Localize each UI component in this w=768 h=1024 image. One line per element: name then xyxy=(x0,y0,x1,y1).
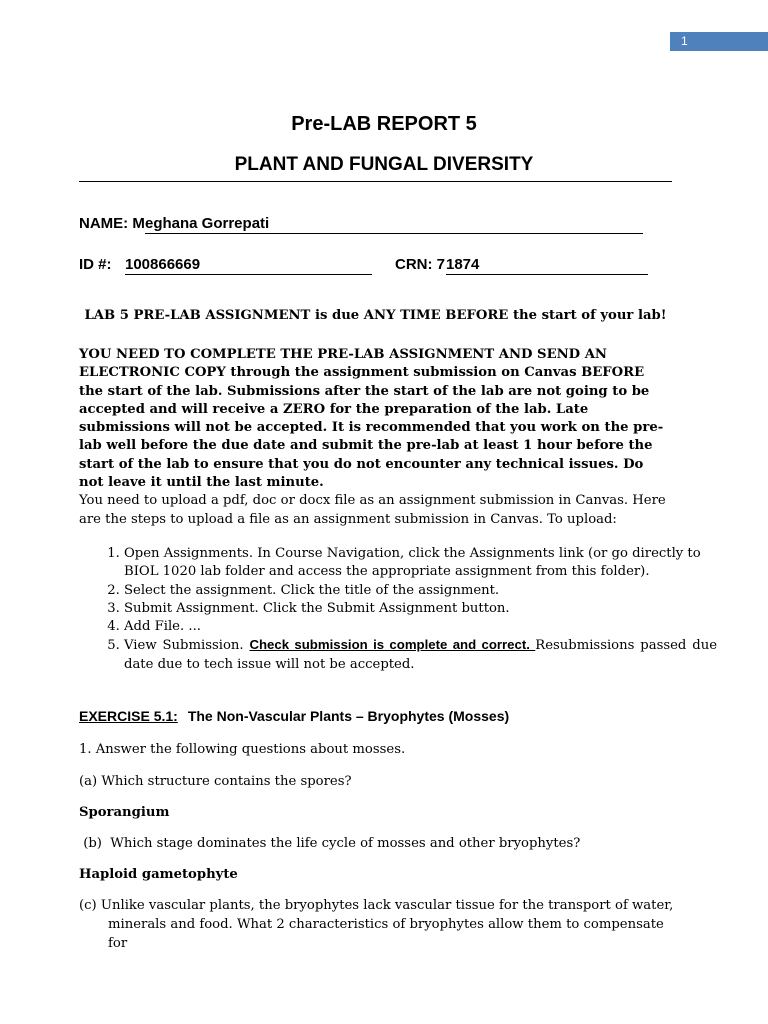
submission-warning: YOU NEED TO COMPLETE THE PRE-LAB ASSIGNMENT AND SEND AN ELECTRONIC COPY through the assignment submission on Canvas BEFORE the start of the lab. Submissions after the start of the lab are not going to be accepted and will receive a ZERO for the preparation of the lab. Late submissions will not be accepted. It is recommended that you work on the pre-lab well before the due date and submit the pre-lab at least 1 hour before the start of the lab to ensure that you do not encounter any technical issues. Do not leave it until the last minute. xyxy=(79,347,664,491)
question-1: 1. Answer the following questions about mosses. xyxy=(79,742,406,757)
exercise-label: EXERCISE 5.1: xyxy=(79,708,178,724)
id-field[interactable] xyxy=(125,256,372,275)
page-subtitle: PLANT AND FUNGAL DIVERSITY xyxy=(234,154,534,175)
question-c xyxy=(79,896,679,953)
name-label: NAME: M xyxy=(79,215,145,232)
crn-value: 1874 xyxy=(446,256,480,273)
question-c-line1: (c) Unlike vascular plants, the bryophytes lack vascular tissue for the transport of water, xyxy=(79,898,674,913)
crn-field[interactable] xyxy=(446,256,648,275)
question-a: (a) Which structure contains the spores? xyxy=(79,774,352,789)
due-notice: LAB 5 PRE-LAB ASSIGNMENT is due ANY TIME BEFORE the start of your lab! xyxy=(84,308,667,323)
crn-label: CRN: 7 xyxy=(395,256,446,273)
upload-steps-list xyxy=(79,545,717,674)
step5-prefix: View Submission. xyxy=(124,638,250,654)
exercise-heading xyxy=(79,708,509,724)
id-label: ID #: xyxy=(79,256,112,273)
id-value: 100866669 xyxy=(125,256,201,273)
upload-step xyxy=(124,636,717,674)
upload-step: 2. Select the assignment. Click the title of the assignment. xyxy=(124,582,717,600)
exercise-title: The Non-Vascular Plants – Bryophytes (Mosses) xyxy=(187,708,510,724)
title-divider xyxy=(79,181,672,182)
upload-instructions: You need to upload a pdf, doc or docx file as an assignment submission in Canvas. Here are the steps to upload a file as an assignment submission in Canvas. To upload: xyxy=(79,493,666,527)
step5-suffix: Resubmissions passed due date due to tech issue will not be accepted. xyxy=(124,638,717,672)
upload-step: 1. Open Assignments. In Course Navigation, click the Assignments link (or go directly to BIOL 1020 lab folder and access the appropriate assignment from this folder). xyxy=(124,545,717,582)
upload-step: 4. Add File. ... xyxy=(124,618,717,636)
page-number-badge: 1 xyxy=(670,32,768,51)
question-b: (b) Which stage dominates the life cycle of mosses and other bryophytes? xyxy=(79,836,581,851)
answer-b: Haploid gametophyte xyxy=(79,867,238,882)
upload-step: 3. Submit Assignment. Click the Submit Assignment button. xyxy=(124,600,717,618)
page-title: Pre-LAB REPORT 5 xyxy=(291,113,477,135)
question-c-line2: minerals and food. What 2 characteristics of bryophytes allow them to compensate for xyxy=(108,917,664,951)
step5-emphasis: Check submission is complete and correct. xyxy=(249,637,536,653)
name-value: eghana Gorrepati xyxy=(145,215,270,232)
name-field[interactable] xyxy=(145,215,643,234)
answer-a: Sporangium xyxy=(79,805,170,820)
